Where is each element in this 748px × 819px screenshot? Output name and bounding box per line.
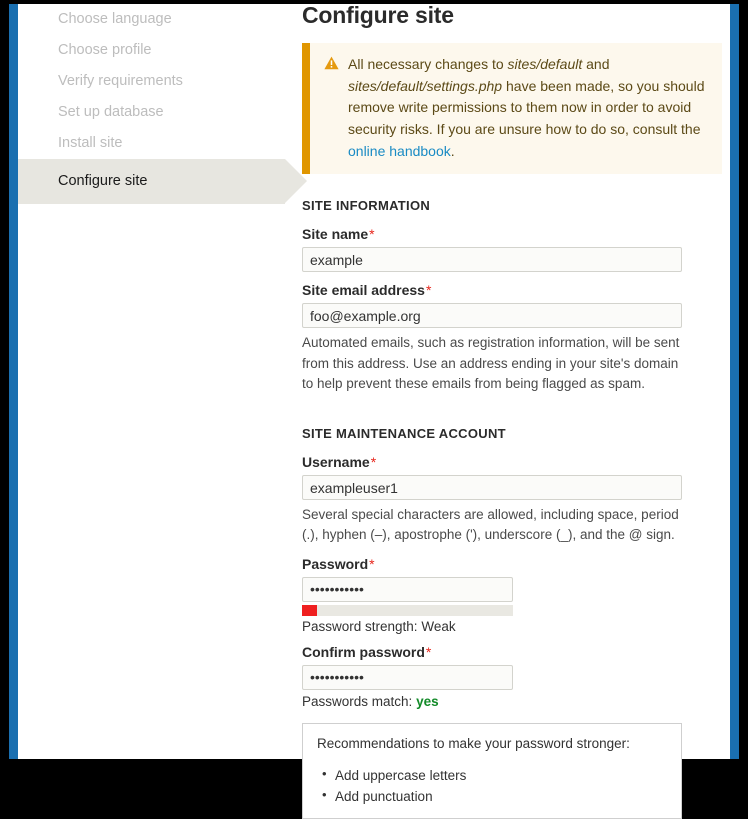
password-input[interactable] — [302, 577, 513, 602]
recommendation-item: • Add uppercase letters — [335, 765, 667, 787]
site-email-input[interactable] — [302, 303, 682, 328]
username-label-text: Username — [302, 454, 370, 471]
task-item-verify-requirements[interactable] — [18, 66, 285, 97]
username-description: Several special characters are allowed, including space, period (.), hyphen (–), apostrophe ('), underscore (_), and the @ sign. — [302, 507, 679, 543]
section-title-site-information: SITE INFORMATION — [302, 198, 431, 214]
accent-bar-left — [9, 4, 18, 759]
passwords-match-label: Passwords match: — [302, 693, 413, 709]
password-strength-value: Weak — [421, 618, 456, 634]
task-label: Install site — [58, 135, 123, 151]
site-email-description: Automated emails, such as registration information, will be sent from this address. Use an address ending in your site's domain to help prevent these emails from being flagged as spam. — [302, 335, 680, 391]
password-strength-fill — [302, 605, 317, 616]
recommendation-item: • Add punctuation — [335, 786, 667, 808]
install-page — [18, 2, 730, 805]
field-username — [302, 454, 730, 546]
task-item-choose-profile[interactable] — [18, 35, 285, 66]
password-strength-bar — [302, 605, 513, 616]
recommendations-title: Recommendations to make your password stronger: — [317, 735, 630, 751]
site-email-label-text: Site email address — [302, 282, 425, 299]
warning-text-part2: and — [582, 56, 610, 72]
confirm-password-input[interactable] — [302, 665, 513, 690]
warning-triangle-icon — [324, 56, 339, 75]
passwords-match-status — [302, 694, 730, 709]
passwords-match-value: yes — [416, 693, 439, 709]
username-label — [302, 454, 730, 470]
task-item-choose-language[interactable] — [18, 4, 285, 35]
task-label: Set up database — [58, 104, 164, 120]
password-strength-label: Password strength: — [302, 618, 418, 634]
task-item-install-site[interactable] — [18, 128, 285, 159]
required-marker: * — [369, 226, 375, 243]
task-label: Verify requirements — [58, 73, 183, 89]
task-label: Choose language — [58, 11, 172, 27]
required-marker: * — [370, 454, 377, 471]
main-content — [285, 4, 730, 819]
warning-text-part1: All necessary changes to — [348, 56, 508, 72]
field-confirm-password — [302, 644, 730, 709]
warning-path-sites-default: sites/default — [507, 56, 583, 72]
username-input[interactable] — [302, 475, 682, 500]
recommendations-list — [317, 765, 667, 808]
site-email-label — [302, 282, 730, 298]
password-strength-text — [302, 619, 730, 634]
task-label: Configure site — [58, 173, 148, 189]
confirm-password-label — [302, 644, 730, 660]
task-item-set-up-database[interactable] — [18, 97, 285, 128]
page-title: Configure site — [302, 2, 454, 28]
required-marker: * — [425, 643, 432, 660]
required-marker: * — [425, 282, 432, 299]
warning-text-part4: . — [450, 142, 455, 159]
task-label: Choose profile — [58, 42, 152, 58]
password-recommendations — [302, 723, 682, 819]
password-label — [302, 556, 730, 572]
section-spacer — [302, 404, 730, 426]
confirm-password-label-text: Confirm password — [302, 643, 425, 660]
window-border-left — [0, 4, 9, 759]
site-name-input[interactable] — [302, 247, 682, 272]
field-site-email — [302, 282, 730, 394]
field-password — [302, 556, 730, 634]
install-task-list — [18, 4, 285, 204]
window-border-right — [739, 4, 748, 759]
online-handbook-link[interactable]: online handbook — [348, 142, 451, 159]
task-item-configure-site[interactable] — [18, 159, 285, 204]
site-name-label-text: Site name — [302, 226, 369, 243]
required-marker: * — [369, 555, 375, 572]
site-name-label — [302, 226, 730, 242]
warning-path-settings-php: sites/default/settings.php — [348, 77, 503, 94]
password-label-text: Password — [302, 555, 369, 572]
warning-message — [302, 43, 722, 174]
warning-text-part3: have been made, so you should remove write permissions to them now in order to avoid security risks. If you are unsure how to do so, consult the — [348, 77, 705, 138]
section-title-maintenance-account: SITE MAINTENANCE ACCOUNT — [302, 426, 506, 442]
warning-message-text — [348, 54, 708, 162]
field-site-name — [302, 226, 730, 272]
accent-bar-right — [730, 4, 739, 759]
